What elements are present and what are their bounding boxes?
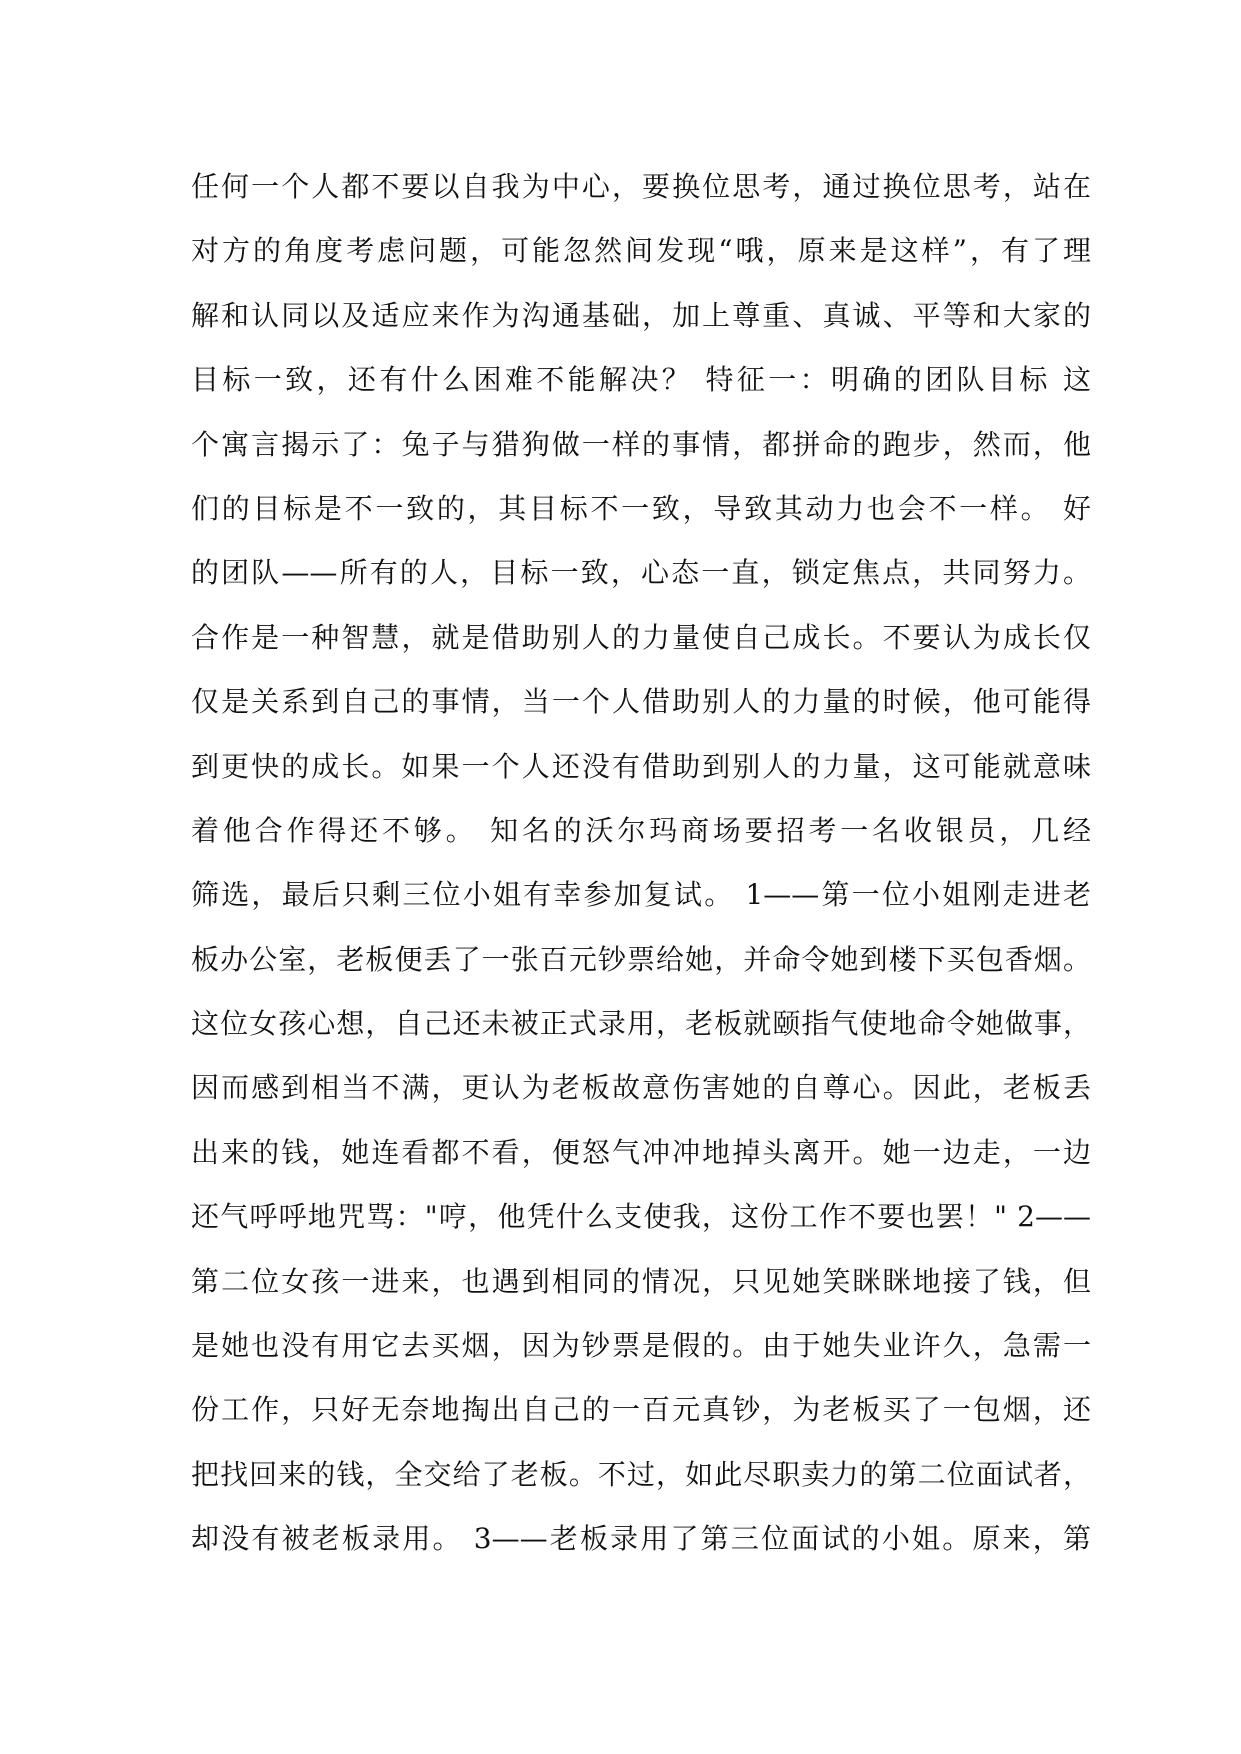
text-line: 的团队——所有的人，目标一致，心态一直，锁定焦点，共同努力。: [191, 556, 1091, 590]
text-line: 目标一致，还有什么困难不能解决？ 特征一：明确的团队目标 这: [191, 363, 1091, 397]
text-line: 还气呼呼地咒骂："哼，他凭什么支使我，这份工作不要也罢！" 2——: [191, 1200, 1091, 1234]
text-line: 们的目标是不一致的，其目标不一致，导致其动力也会不一样。 好: [191, 491, 1091, 525]
text-line: 是她也没有用它去买烟，因为钞票是假的。由于她失业许久，急需一: [191, 1329, 1091, 1363]
body-text: [191, 155, 1091, 1572]
text-line: 个寓言揭示了：兔子与猎狗做一样的事情，都拼命的跑步，然而，他: [191, 427, 1091, 461]
text-line: 到更快的成长。如果一个人还没有借助到别人的力量，这可能就意味: [191, 749, 1091, 783]
text-line: 板办公室，老板便丢了一张百元钞票给她，并命令她到楼下买包香烟。: [191, 942, 1091, 976]
text-line: 筛选，最后只剩三位小姐有幸参加复试。 1——第一位小姐刚走进老: [191, 878, 1091, 912]
text-line: 份工作，只好无奈地掏出自己的一百元真钞，为老板买了一包烟，还: [191, 1393, 1091, 1427]
text-line: 合作是一种智慧，就是借助别人的力量使自己成长。不要认为成长仅: [191, 620, 1091, 654]
text-line: 着他合作得还不够。 知名的沃尔玛商场要招考一名收银员，几经: [191, 813, 1091, 847]
text-line: 仅是关系到自己的事情，当一个人借助别人的力量的时候，他可能得: [191, 685, 1091, 719]
text-line: 解和认同以及适应来作为沟通基础，加上尊重、真诚、平等和大家的: [191, 298, 1091, 332]
text-line: 这位女孩心想，自己还未被正式录用，老板就颐指气使地命令她做事，: [191, 1007, 1091, 1041]
text-line: 出来的钱，她连看都不看，便怒气冲冲地掉头离开。她一边走，一边: [191, 1135, 1091, 1169]
text-line: 任何一个人都不要以自我为中心，要换位思考，通过换位思考，站在: [191, 170, 1091, 203]
text-line: 第二位女孩一进来，也遇到相同的情况，只见她笑眯眯地接了钱，但: [191, 1264, 1091, 1298]
text-line: 却没有被老板录用。 3——老板录用了第三位面试的小姐。原来，第: [191, 1522, 1091, 1556]
text-line: 因而感到相当不满，更认为老板故意伤害她的自尊心。因此，老板丢: [191, 1071, 1091, 1105]
text-line: 把找回来的钱，全交给了老板。不过，如此尽职卖力的第二位面试者，: [191, 1457, 1091, 1491]
text-line: 对方的角度考虑问题，可能忽然间发现“哦，原来是这样”，有了理: [191, 234, 1091, 268]
